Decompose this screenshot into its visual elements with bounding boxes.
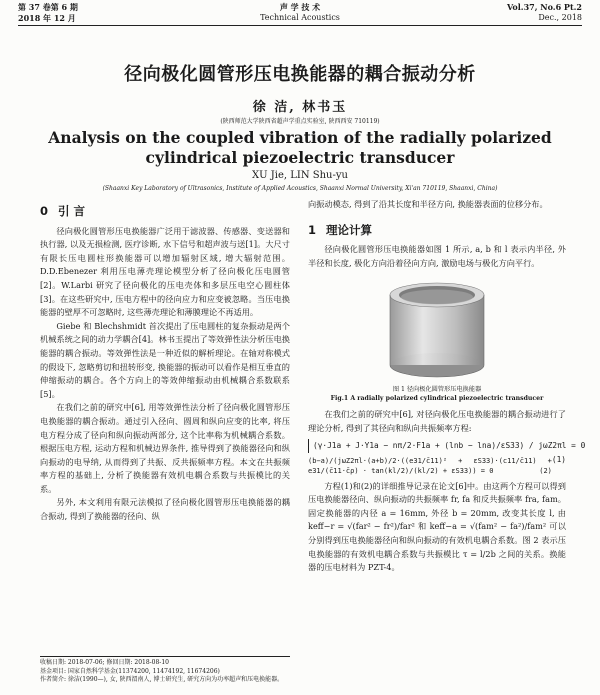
authors-cn: 徐 洁, 林书玉 — [252, 100, 348, 115]
footnote — [40, 656, 290, 685]
equation-2 — [308, 456, 566, 476]
equation-body: (b−a)/(jωZ2πl·(a+b)/2·((e31/c̄11)² + εS33)·(c11/c̄11) + e31/(c̄11·c̄ρ) · tan(kl/2)/(kl/2) + εS33)) = 0 — [308, 456, 552, 475]
header-rule — [18, 25, 582, 26]
equation-1 — [308, 439, 586, 464]
figure-caption-cn: 图 1 径向极化圆管形压电换能器 — [392, 386, 482, 394]
footnote-received: 收稿日期: 2018-07-06; 修回日期: 2018-08-10 — [40, 659, 169, 666]
equation-number: (1) — [551, 454, 566, 464]
header-journal-en: Technical Acoustics — [260, 13, 340, 22]
paragraph: 另外, 本文利用有限元法模拟了径向极化圆管形压电换能器的耦合振动, 得到了换能器的径向、纵 — [40, 497, 290, 522]
section-number: 1 — [308, 222, 317, 237]
paragraph: 在我们之前的研究中[6], 用等效弹性法分析了径向极化圆管形压电换能器的耦合振动。通过引入径向、圆周和纵向应变的比率, 将压电方程分成了径向和纵向振动两部分, 这个比率称为机械耦合系数。根据压电方程, 运动方程和机械边界条件, 推导得到了换能器径向和纵向振动的电导纳, 从而得到了共振、反共振频率方程。本文在共振频率方程的基础上, 分析了换能器有效机电耦合系数与共振模比的关系。 — [40, 402, 290, 494]
right-column — [308, 198, 586, 575]
paragraph: 径向极化圆管形压电换能器广泛用于滤波器、传感器、变送器和执行器, 以及无损检测, 医疗诊断, 水下信号和超声波与送[1]。大尺寸有限长压电圆柱形换能器可以增加辐射区域, 增大辐射范围。D.D.Ebenezer 利用压电薄壳理论模型分析了径向极化压电圆管[2]。W.Larbi 研究了径向极化的压电壳体和多层压电空心圆柱体[3]。在这些研究中, 压电方程中的径向应力和应变被忽略。当压电换能器的壁厚不可忽略时, 这些薄壳理论和薄膜理论不再适用。 — [40, 225, 290, 318]
title-en-line1: Analysis on the coupled vibration of the radially polarized — [48, 128, 552, 147]
left-column — [40, 205, 290, 524]
section-number: 0 — [40, 204, 49, 218]
section-title: 引 言 — [58, 204, 86, 218]
section-heading-intro — [40, 205, 290, 219]
authors-en: XU Jie, LIN Shu-yu — [252, 170, 348, 181]
paragraph: 向振动模态, 得到了沿其长度和半径方向, 换能器表面的位移分布。 — [308, 199, 548, 209]
equation-body: (γ·J1a + J·Y1a − nπ/2·F1a + (lnb − lna)/εS33) / jωZ2πl = 0 — [313, 440, 586, 450]
affiliation-en: (Shaanxi Key Laboratory of Ultrasonics, Institute of Applied Acoustics, Shaanxi Normal University, Xi'an 710119, Shaanxi, China) — [102, 185, 498, 192]
footnote-funding: 基金项目: 国家自然科学基金(11374200, 11474192, 11674206) — [40, 667, 220, 675]
header-date-en: Dec., 2018 — [538, 13, 582, 22]
paragraph: 方程(1)和(2)的详细推导记录在论文[6]中。由这两个方程可以得到压电换能器径向、纵向振动的共振频率 fr, fa 和反共振频率 fra, fam。固定换能器的内径 a = 16mm, 外径 b = 20mm, 改变其长度 l, 由 keff−r = √(far² − fr²)/far² 和 keff−a = √(fam² − fa²)/fam² 可以分别得到压电换能器径向和纵向振动的有效机电耦合系数。图 2 表示压电换能器的有效机电耦合系数与共振模比 τ = l/2b 之间的关系。换能器的压电材料为 PZT-4。 — [308, 480, 566, 573]
header-date-cn: 2018 年 12 月 — [18, 13, 76, 23]
paragraph: 在我们之前的研究中[6], 对径向极化压电换能器的耦合振动进行了理论分析, 得到了其径向和纵向共振频率方程: — [308, 409, 566, 433]
title-en — [0, 128, 600, 168]
paragraph: 径向极化圆管形压电换能器如图 1 所示, a, b 和 l 表示内半径, 外半径和长度, 极化方向沿着径向方向, 激励电场与极化方向平行。 — [308, 244, 566, 268]
section-heading-theory — [308, 224, 566, 238]
affiliation-cn: (陕西师范大学陕西省超声学重点实验室, 陕西西安 710119) — [220, 118, 380, 125]
header-volume-cn: 第 37 卷第 6 期 — [18, 2, 78, 12]
title-en-line2: cylindrical piezoelectric transducer — [145, 148, 455, 167]
figure-cylinder-transducer — [372, 273, 502, 385]
header-volume-en: Vol.37, No.6 Pt.2 — [506, 2, 582, 12]
section-title: 理论计算 — [326, 222, 373, 237]
running-header — [18, 0, 582, 28]
paragraph: Giebe 和 Blechshmidt 首次提出了压电圆柱的复杂振动是两个机械系统之间的动力学耦合[4]。林书玉提出了等效弹性法分析压电换能器的耦合振动。等效弹性法是一种近似的解析理论。在轴对称模式的假设下, 忽略剪切和扭转形变, 换能器的振动可以看作是相互垂直的伸缩振动的耦合。各个方向上的等效伸缩振动由机械耦合系数联系[5]。 — [40, 320, 290, 399]
figure-caption-en: Fig.1 A radially polarized cylindrical piezoelectric transducer — [330, 395, 544, 403]
footnote-author-info: 作者简介: 徐洁(1990—), 女, 陕西渭南人, 博士研究生, 研究方向为功率超声和压电换能器。 — [40, 676, 284, 683]
header-journal-cn: 声 学 技 术 — [279, 2, 321, 12]
equation-number: (2) — [539, 466, 552, 475]
title-cn: 径向极化圆管形压电换能器的耦合振动分析 — [124, 64, 476, 85]
